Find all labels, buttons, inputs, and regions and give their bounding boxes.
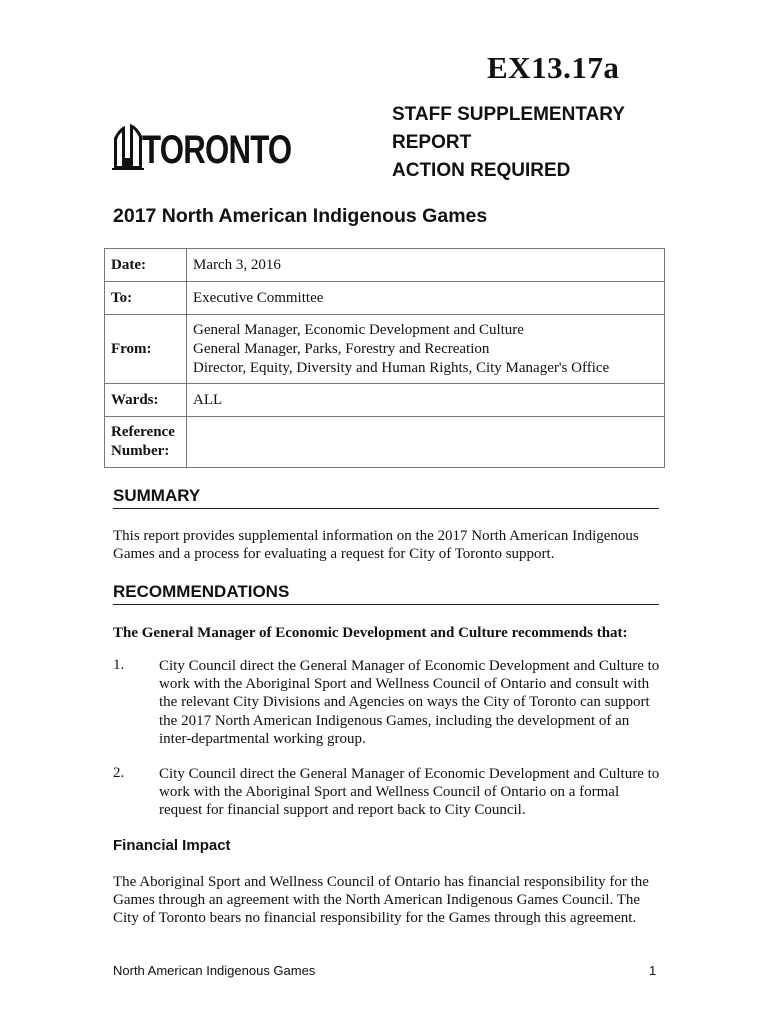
report-title: 2017 North American Indigenous Games	[113, 205, 488, 227]
from-line: Director, Equity, Diversity and Human Rights, City Manager's Office	[193, 359, 610, 376]
recommendations-heading: RECOMMENDATIONS	[113, 581, 659, 605]
from-label: From:	[105, 315, 187, 384]
to-label: To:	[105, 282, 187, 315]
summary-heading: SUMMARY	[113, 485, 659, 509]
table-row	[105, 417, 665, 468]
reference-label: Reference Number:	[105, 417, 187, 468]
date-value: March 3, 2016	[187, 249, 665, 282]
report-type-line: ACTION REQUIRED	[392, 160, 571, 181]
footer-title: North American Indigenous Games	[113, 963, 316, 978]
date-label: Date:	[105, 249, 187, 282]
page-number: 1	[649, 963, 657, 978]
from-line: General Manager, Parks, Forestry and Recreation	[193, 340, 490, 357]
table-row	[105, 282, 665, 315]
document-code: EX13.17a	[487, 50, 620, 85]
recommendation-number: 1.	[113, 657, 125, 673]
from-value	[187, 315, 665, 384]
wards-value: ALL	[187, 384, 665, 417]
report-type-line: STAFF SUPPLEMENTARY	[392, 104, 625, 125]
recommendation-text: City Council direct the General Manager of Economic Development and Culture to work with the Aboriginal Sport and Wellness Council of Ontario on a formal request for financial support and report back to City Council.	[159, 766, 660, 819]
recommendations-intro: The General Manager of Economic Development and Culture recommends that:	[113, 625, 628, 641]
table-row	[105, 315, 665, 384]
financial-impact-heading: Financial Impact	[113, 837, 231, 854]
table-row	[105, 384, 665, 417]
recommendation-text: City Council direct the General Manager of Economic Development and Culture to work with the Aboriginal Sport and Wellness Council of Ontario and consult with the relevant City Divisions and Agencies on ways the City of Toronto can support the 2017 North American Indigenous Games, including the development of an inter-departmental working group.	[159, 658, 660, 747]
from-line: General Manager, Economic Development and Culture	[193, 321, 524, 338]
to-value: Executive Committee	[187, 282, 665, 315]
report-type	[392, 101, 625, 185]
financial-impact-text: The Aboriginal Sport and Wellness Council of Ontario has financial responsibility for the Games through an agreement with the North American Indigenous Games Council. The City of Toronto bears no financial responsibility for the Games through this agreement.	[113, 874, 649, 926]
toronto-wordmark: TORONTO	[142, 128, 292, 172]
recommendation-number: 2.	[113, 765, 125, 781]
reference-value	[187, 417, 665, 468]
wards-label: Wards:	[105, 384, 187, 417]
report-info-table	[104, 248, 665, 468]
summary-text: This report provides supplemental information on the 2017 North American Indigenous Games and a process for evaluating a request for City of Toronto support.	[113, 528, 639, 562]
table-row	[105, 249, 665, 282]
report-type-line: REPORT	[392, 132, 472, 153]
